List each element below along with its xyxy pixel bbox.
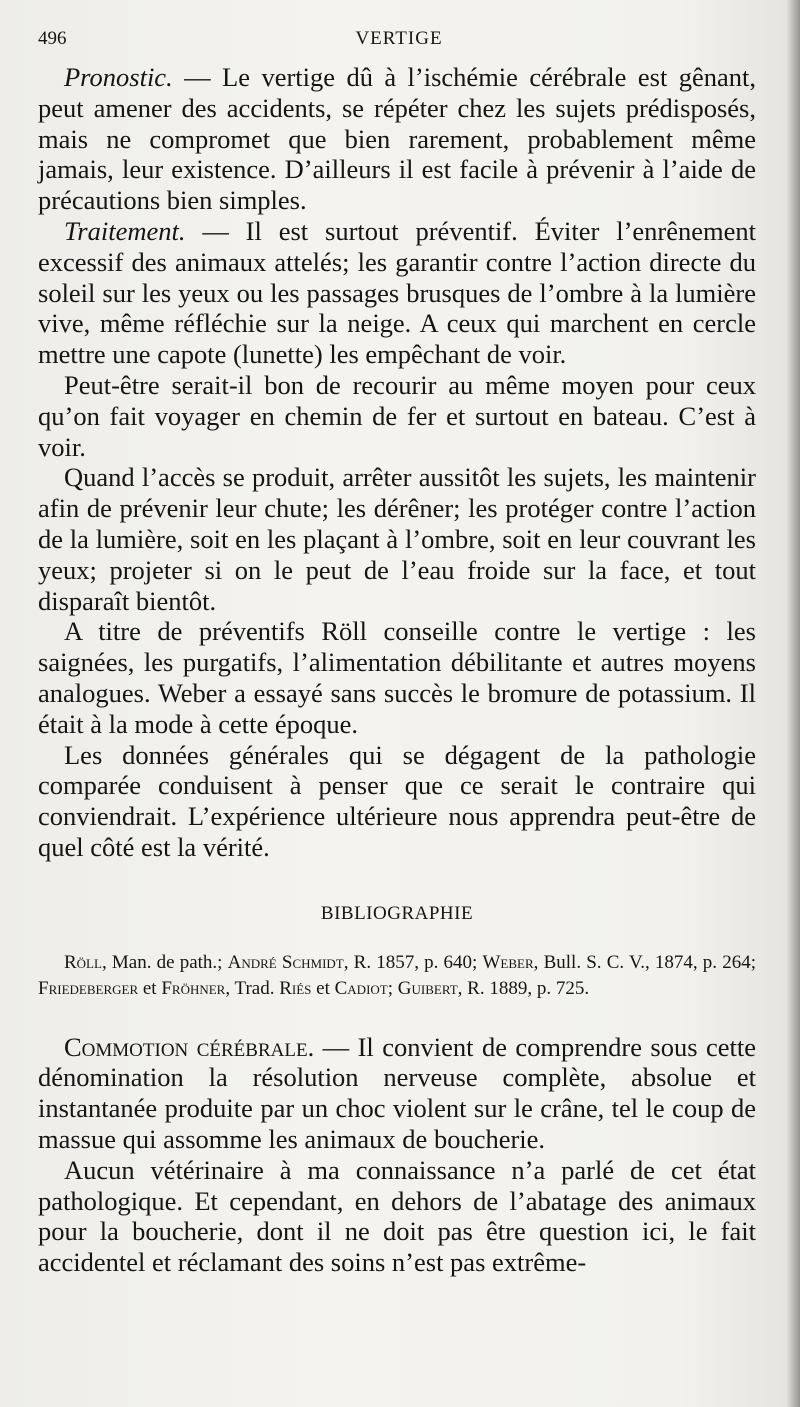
citation-text: , R. 1889, p. 725.	[457, 977, 590, 999]
citation-text: , Trad.	[225, 977, 280, 999]
bibliography-title: BIBLIOGRAPHIE	[320, 902, 474, 924]
citation-text: , Bull. S. C. V., 1874, p. 264;	[533, 951, 756, 973]
page-gutter-shadow	[786, 0, 800, 1407]
paragraph-text: — Le vertige dû à l’ischémie cérébrale est gênant, peut amener des accidents, se répéter chez les sujets prédisposés, mais ne compromet que bien rarement, probablement même jamais, leur existence. D’ailleurs il est facile à prévenir à l’aide de précautions bien simples.	[38, 62, 756, 216]
paragraph: A titre de préventifs Röll conseille contre le vertige : les saignées, les purgatifs, l’alimentation débilitante et autres moyens analogues. Weber a essayé sans succès le bromure de potassium. Il était à la mode à cette époque.	[38, 616, 756, 739]
author-name: Friedeberger	[38, 977, 139, 999]
running-title: VERTIGE	[355, 28, 443, 49]
paragraph-lead: Pronostic.	[64, 62, 173, 92]
author-name: Röll	[64, 951, 102, 973]
author-name: Riés	[279, 977, 312, 999]
citation-text: , R. 1857, p. 640;	[343, 951, 483, 973]
page-number: 496	[38, 28, 67, 49]
bibliography-entry	[38, 950, 756, 1002]
citation-text: , Man. de path.;	[101, 951, 228, 973]
paragraph-commotion	[38, 1032, 756, 1155]
author-name: Guibert	[397, 977, 458, 999]
paragraph: Aucun vétérinaire à ma connaissance n’a parlé de cet état pathologique. Et cependant, en dehors de l’abatage des animaux pour la boucherie, dont il ne doit pas être question ici, le fait accidentel et réclamant des soins n’est pas extrême-	[38, 1154, 756, 1278]
paragraph: Quand l’accès se produit, arrêter aussitôt les sujets, les maintenir afin de prévenir leur chute; les dérêner; les protéger contre l’action de la lumière, soit en les plaçant à l’ombre, soit en leur couvrant les yeux; projeter si on le peut de l’eau froide sur la face, et tout disparaît bientôt.	[38, 462, 756, 616]
paragraph: Les données générales qui se dégagent de la pathologie comparée conduisent à penser que ce serait le contraire qui conviendrait. L’expérience ultérieure nous apprendra peut-être de quel côté est la vérité.	[38, 739, 756, 862]
paragraph-text: — Il convient de comprendre sous cette dénomination la résolution nerveuse complète, absolue et instantanée produite par un choc violent sur le crâne, tel le coup de massue qui assomme les animaux de boucherie.	[38, 1031, 756, 1154]
section-heading: Commotion cérébrale.	[64, 1031, 315, 1062]
author-name: Cadiot	[334, 977, 388, 999]
author-name: Fröhner	[161, 977, 226, 999]
paragraph-pronostic	[38, 62, 756, 216]
author-name: André Schmidt	[227, 951, 344, 973]
main-text	[38, 62, 756, 1278]
author-name: Weber	[482, 951, 534, 973]
paragraph-traitement	[38, 216, 756, 370]
page-header	[38, 28, 760, 58]
citation-text: et	[311, 977, 335, 999]
paragraph: Peut-être serait-il bon de recourir au même moyen pour ceux qu’on fait voyager en chemin de fer et surtout en bateau. C’est à voir.	[38, 369, 756, 462]
citation-text: et	[138, 977, 162, 999]
citation-text: ;	[387, 977, 398, 999]
paragraph-lead: Traitement.	[64, 215, 186, 246]
paragraph-text: — Il est surtout préventif. Éviter l’enrênement excessif des animaux attelés; les garantir contre l’action directe du soleil sur les yeux ou les passages brusques de l’ombre à la lumière vive, même réfléchie sur la neige. A ceux qui marchent en cercle mettre une capote (lunette) les empêchant de voir.	[38, 215, 756, 370]
